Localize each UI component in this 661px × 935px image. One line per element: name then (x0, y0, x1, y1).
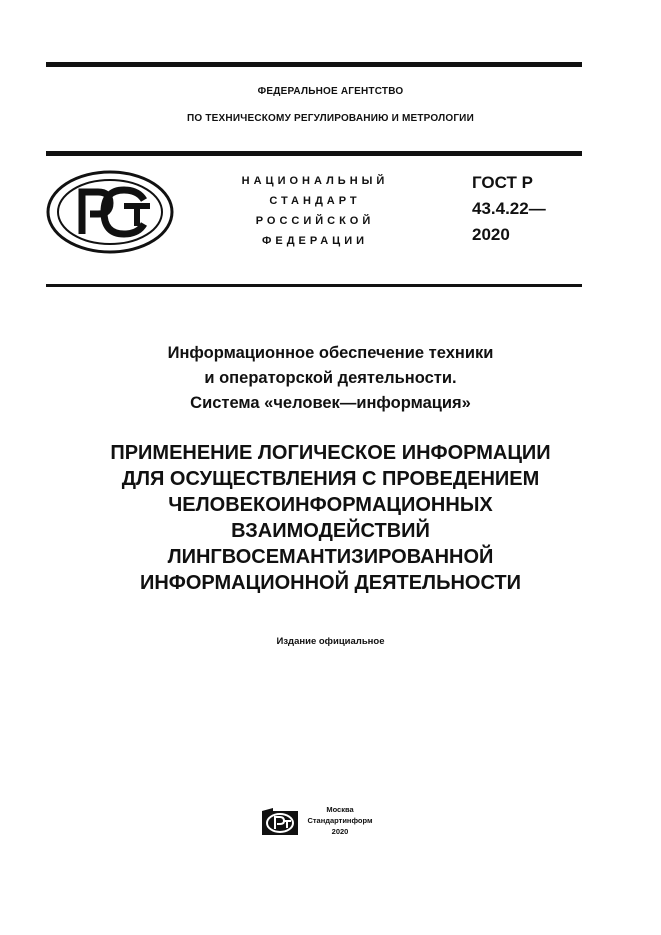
title-line: ДЛЯ ОСУЩЕСТВЛЕНИЯ С ПРОВЕДЕНИЕМ (121, 468, 540, 490)
publisher-city: Москва (326, 805, 354, 814)
bottom-header-rule (46, 284, 582, 287)
rst-gost-logo-icon (46, 170, 174, 254)
gost-number (472, 170, 546, 248)
gost-line: 2020 (472, 225, 510, 244)
national-line: РОССИЙСКОЙ (255, 215, 375, 227)
standartinform-logo-icon (261, 807, 299, 837)
national-standard-block (212, 171, 418, 251)
document-subtitle (0, 341, 661, 416)
publisher-block (303, 804, 377, 837)
gost-line: 43.4.22— (472, 199, 546, 218)
national-line: СТАНДАРТ (269, 195, 361, 207)
subtitle-line: Информационное обеспечение техники (167, 344, 494, 362)
subtitle-line: Система «человек—информация» (190, 394, 471, 412)
title-line: ЧЕЛОВЕКОИНФОРМАЦИОННЫХ (168, 494, 493, 516)
gost-line: ГОСТ Р (472, 173, 533, 192)
publisher-year: 2020 (331, 827, 349, 836)
agency-line-1: ФЕДЕРАЛЬНОЕ АГЕНТСТВО (257, 86, 404, 97)
header-rule (46, 151, 582, 156)
national-line: НАЦИОНАЛЬНЫЙ (241, 175, 389, 187)
document-title (0, 440, 661, 596)
top-rule (46, 62, 582, 67)
agency-line-2: ПО ТЕХНИЧЕСКОМУ РЕГУЛИРОВАНИЮ И МЕТРОЛОГИИ (187, 113, 474, 124)
national-line: ФЕДЕРАЦИИ (261, 235, 369, 247)
title-line: ПРИМЕНЕНИЕ ЛОГИЧЕСКОЕ ИНФОРМАЦИИ (110, 442, 551, 464)
publisher-name: Стандартинформ (307, 816, 373, 825)
title-line: ВЗАИМОДЕЙСТВИЙ (231, 520, 430, 542)
title-line: ИНФОРМАЦИОННОЙ ДЕЯТЕЛЬНОСТИ (139, 572, 521, 594)
title-line: ЛИНГВОСЕМАНТИЗИРОВАННОЙ (167, 546, 494, 568)
edition-label: Издание официальное (276, 636, 385, 647)
subtitle-line: и операторской деятельности. (204, 369, 457, 387)
